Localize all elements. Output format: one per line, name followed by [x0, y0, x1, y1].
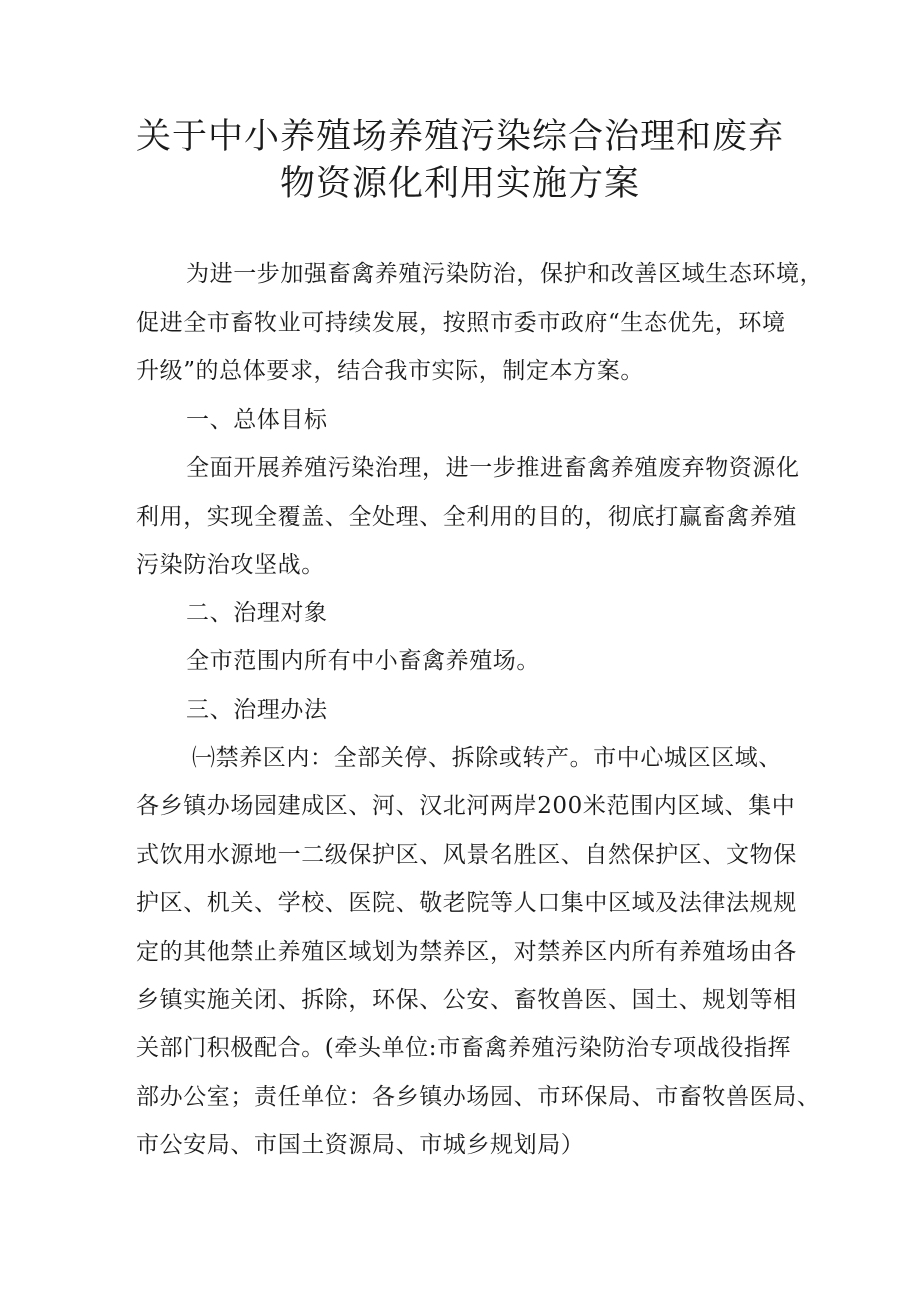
section-2-line-1: 全市范围内所有中小畜禽养殖场。 — [186, 648, 540, 674]
section-3-line-3: 式饮用水源地一二级保护区、风景名胜区、自然保护区、文物保 — [136, 842, 797, 868]
section-heading-2: 二、治理对象 — [186, 600, 328, 626]
section-heading-1: 一、总体目标 — [186, 407, 328, 433]
section-3-line-7: 关部门积极配合。(牵头单位:市畜禽养殖污染防治专项战役指挥 — [136, 1035, 792, 1061]
section-3-line-4: 护区、机关、学校、医院、敬老院等人口集中区域及法律法规规 — [136, 890, 797, 916]
section-3-line-2: 各乡镇办场园建成区、河、汉北河两岸200米范围内区域、集中 — [136, 793, 796, 819]
intro-line-3: 升级”的总体要求，结合我市实际，制定本方案。 — [136, 358, 644, 384]
document-title-line-1: 关于中小养殖场养殖污染综合治理和废弃 — [135, 117, 784, 157]
section-1-line-3: 污染防治攻坚战。 — [136, 552, 325, 578]
section-3-line-1: ㈠禁养区内：全部关停、拆除或转产。市中心城区区域、 — [192, 745, 782, 771]
document-title-line-2: 物资源化利用实施方案 — [279, 164, 640, 204]
section-3-line-9: 市公安局、市国土资源局、市城乡规划局） — [136, 1132, 585, 1158]
intro-line-1: 为进一步加强畜禽养殖污染防治，保护和改善区域生态环境， — [186, 261, 824, 287]
section-3-line-8: 部办公室；责任单位：各乡镇办场园、市环保局、市畜牧兽医局、 — [136, 1084, 821, 1110]
section-3-line-5: 定的其他禁止养殖区域划为禁养区，对禁养区内所有养殖场由各 — [136, 939, 797, 965]
intro-line-2: 促进全市畜牧业可持续发展，按照市委市政府“生态优先，环境 — [136, 310, 786, 336]
section-3-line-6: 乡镇实施关闭、拆除，环保、公安、畜牧兽医、国土、规划等相 — [136, 987, 797, 1013]
section-1-line-2: 利用，实现全覆盖、全处理、全利用的目的，彻底打赢畜禽养殖 — [136, 504, 797, 530]
section-heading-3: 三、治理办法 — [186, 697, 328, 723]
section-1-line-1: 全面开展养殖污染治理，进一步推进畜禽养殖废弃物资源化 — [186, 455, 800, 481]
